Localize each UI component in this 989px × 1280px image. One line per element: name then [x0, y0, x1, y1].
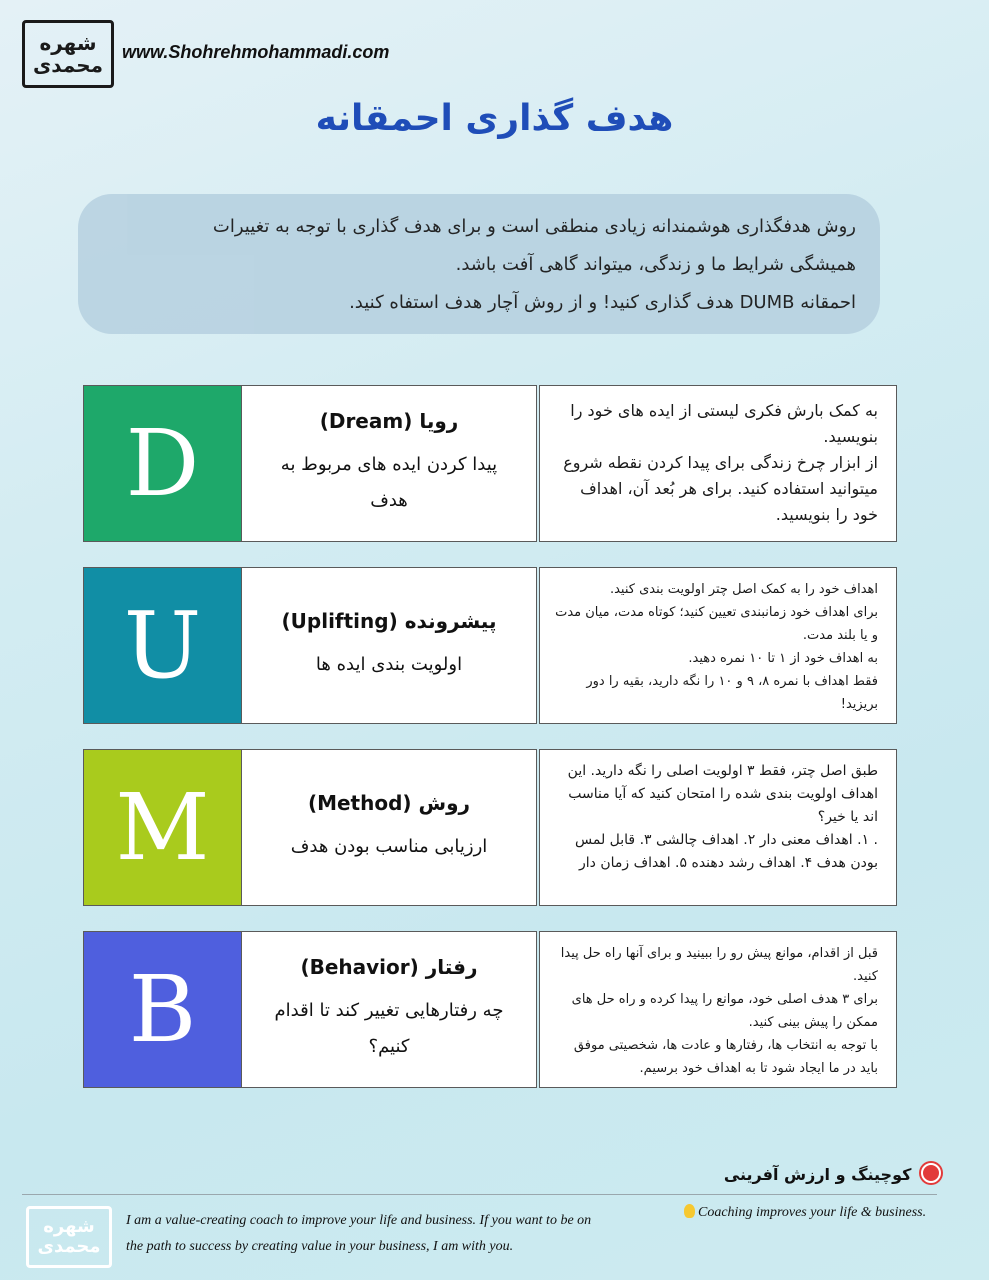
dream-subtitle: پیدا کردن ایده های مربوط به هدف: [280, 453, 498, 511]
method-title-cell: [242, 749, 537, 906]
logo-line-1: شهره: [39, 31, 97, 55]
dumb-row-dream: [83, 385, 897, 542]
brand-logo: [22, 20, 114, 88]
footer-logo-line-1: شهره: [43, 1216, 95, 1237]
intro-line-1: روش هدفگذاری هوشمندانه زیادی منطقی است و برای هدف گذاری با توجه به تغییرات: [212, 216, 856, 237]
intro-box: [78, 194, 880, 334]
uplifting-title-cell: [242, 567, 537, 724]
uplifting-heading: پیشرونده (Uplifting): [281, 608, 497, 633]
footer-about-line-1: I am a value-creating coach to improve your life and business. If you want to be on: [126, 1213, 592, 1228]
letter-m-tile: M: [83, 749, 242, 906]
dream-heading: رویا (Dream): [319, 408, 459, 433]
intro-line-3: احمقانه DUMB هدف گذاری کنید! و از روش آچار هدف استفاه کنید.: [349, 292, 856, 313]
behavior-subtitle: چه رفتارهایی تغییر کند تا اقدام کنیم؟: [274, 999, 504, 1057]
method-detail-2: . ۱. اهداف معنی دار ۲. اهداف چالشی ۳. قابل لمس بودن هدف ۴. اهداف رشد دهنده ۵. اهداف زمان دار: [575, 832, 878, 871]
footer-logo: [26, 1206, 112, 1268]
behavior-heading: رفتار (Behavior): [300, 954, 478, 979]
method-detail-1: طبق اصل چتر، فقط ۳ اولویت اصلی را نگه دارید. این اهداف اولویت بندی شده را امتحان کنید که آیا مناسب اند یا خیر؟: [567, 763, 878, 825]
footer-coach-line: [684, 1204, 926, 1221]
behavior-detail-3: با توجه به انتخاب ها، رفتارها و عادت ها، شخصیتی موفق باید در ما ایجاد شود تا به اهداف خود برسیم.: [573, 1038, 878, 1076]
letter-d-tile: D: [83, 385, 242, 542]
uplifting-detail-4: فقط اهداف با نمره ۸، ۹ و ۱۰ را نگه دارید، بقیه را دور بریزید!: [586, 674, 878, 712]
dream-detail-1: به کمک بارش فکری لیستی از ایده های خود را بنویسید.: [570, 401, 878, 446]
footer-coach-text: Coaching improves your life & business.: [698, 1205, 927, 1220]
dumb-row-method: [83, 749, 897, 906]
letter-u-tile: U: [83, 567, 242, 724]
dumb-row-behavior: [83, 931, 897, 1088]
lightbulb-icon: [684, 1204, 695, 1218]
method-details: [539, 749, 897, 906]
uplifting-detail-1: اهداف خود را به کمک اصل چتر اولویت بندی کنید.: [609, 582, 878, 597]
footer-about-line-2: the path to success by creating value in your business, I am with you.: [126, 1239, 514, 1254]
footer-tagline: [724, 1163, 941, 1184]
uplifting-subtitle: اولویت بندی ایده ها: [315, 653, 463, 675]
uplifting-detail-3: به اهداف خود از ۱ تا ۱۰ نمره دهید.: [688, 651, 878, 666]
dream-detail-2: از ابزار چرخ زندگی برای پیدا کردن نقطه شروع میتوانید استفاده کنید. برای هر بُعد آن، اهداف خود را بنویسید.: [563, 453, 878, 524]
behavior-title-cell: [242, 931, 537, 1088]
uplifting-detail-2: برای اهداف خود زمانبندی تعیین کنید؛ کوتاه مدت، میان مدت و یا بلند مدت.: [555, 605, 878, 643]
letter-b-tile: B: [83, 931, 242, 1088]
method-subtitle: ارزیابی مناسب بودن هدف: [290, 835, 488, 857]
behavior-detail-1: قبل از اقدام، موانع پیش رو را ببینید و برای آنها راه حل پیدا کنید.: [560, 946, 878, 984]
target-icon: [921, 1163, 941, 1183]
intro-line-2: همیشگی شرایط ما و زندگی، میتواند گاهی آفت باشد.: [455, 254, 856, 275]
logo-line-2: محمدی: [32, 53, 104, 77]
footer-logo-line-2: محمدی: [37, 1236, 101, 1257]
behavior-details: [539, 931, 897, 1088]
dream-title-cell: [242, 385, 537, 542]
footer-divider: [22, 1194, 937, 1195]
footer-about: [126, 1208, 666, 1260]
uplifting-details: [539, 567, 897, 724]
dream-details: [539, 385, 897, 542]
footer-tagline-text: کوچینگ و ارزش آفرینی: [723, 1165, 912, 1184]
method-heading: روش (Method): [307, 790, 471, 815]
behavior-detail-2: برای ۳ هدف اصلی خود، موانع را پیدا کرده و راه حل های ممکن را پیش بینی کنید.: [571, 992, 878, 1030]
dumb-row-uplifting: [83, 567, 897, 724]
site-url[interactable]: www.Shohrehmohammadi.com: [122, 42, 390, 62]
page-title: هدف گذاری احمقانه: [315, 98, 674, 139]
